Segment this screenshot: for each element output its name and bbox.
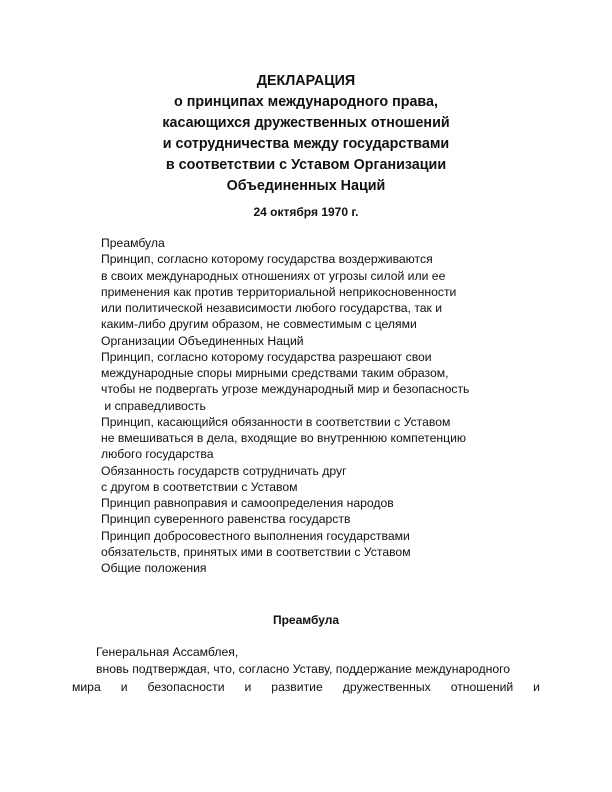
toc-line: с другом в соответствии с Уставом — [101, 479, 298, 494]
title-line: касающихся дружественных отношений — [162, 115, 450, 131]
toc-line: Принцип добросовестного выполнения государствами — [101, 528, 410, 543]
toc-line: Преамбула — [101, 236, 165, 250]
toc-line: международные споры мирными средствами таким образом, — [101, 366, 449, 380]
toc-line: Принцип равноправия и самоопределения народов — [101, 496, 394, 510]
title-line: ДЕКЛАРАЦИЯ — [256, 73, 356, 89]
toc-line: Обязанность государств сотрудничать друг — [101, 463, 347, 478]
toc-line: обязательств, принятых ими в соответствии с Уставом — [101, 544, 411, 559]
toc-line: Организации Объединенных Наций — [101, 333, 304, 348]
title-line: в соответствии с Уставом Организации — [165, 157, 447, 173]
title-line: и сотрудничества между государствами — [162, 136, 450, 152]
toc-line: каким-либо другим образом, не совместимым с целями — [101, 317, 417, 332]
toc-line: Принцип, касающийся обязанности в соответствии с Уставом — [101, 414, 451, 429]
title-line: Объединенных Наций — [226, 178, 386, 194]
toc-line: не вмешиваться в дела, входящие во внутреннюю компетенцию — [101, 431, 467, 445]
toc-line: применения как против территориальной неприкосновенности — [101, 284, 457, 299]
document-title — [0, 71, 612, 197]
body-line: Генеральная Ассамблея, — [96, 645, 239, 659]
toc-line: Принцип, согласно которому государства разрешают свои — [101, 349, 432, 364]
toc-line: и справедливость — [101, 398, 206, 413]
body-line: вновь подтверждая, что, согласно Уставу, поддержание международного — [96, 662, 511, 676]
body-line: мира и безопасности и развитие дружественных отношений и — [72, 680, 540, 694]
title-line: о принципах международного права, — [174, 94, 438, 110]
toc-line: Общие положения — [101, 561, 207, 575]
toc-line: или политической независимости любого государства, так и — [101, 301, 443, 315]
table-of-contents — [101, 235, 469, 576]
toc-line: чтобы не подвергать угрозе международный мир и безопасность — [101, 382, 470, 397]
toc-line: любого государства — [101, 447, 214, 462]
toc-line: Принцип суверенного равенства государств — [101, 512, 351, 527]
document-date: 24 октября 1970 г. — [253, 205, 359, 219]
toc-line: Принцип, согласно которому государства воздерживаются — [101, 252, 433, 267]
toc-line: в своих международных отношениях от угрозы силой или ее — [101, 268, 446, 283]
section-heading: Преамбула — [272, 613, 340, 627]
